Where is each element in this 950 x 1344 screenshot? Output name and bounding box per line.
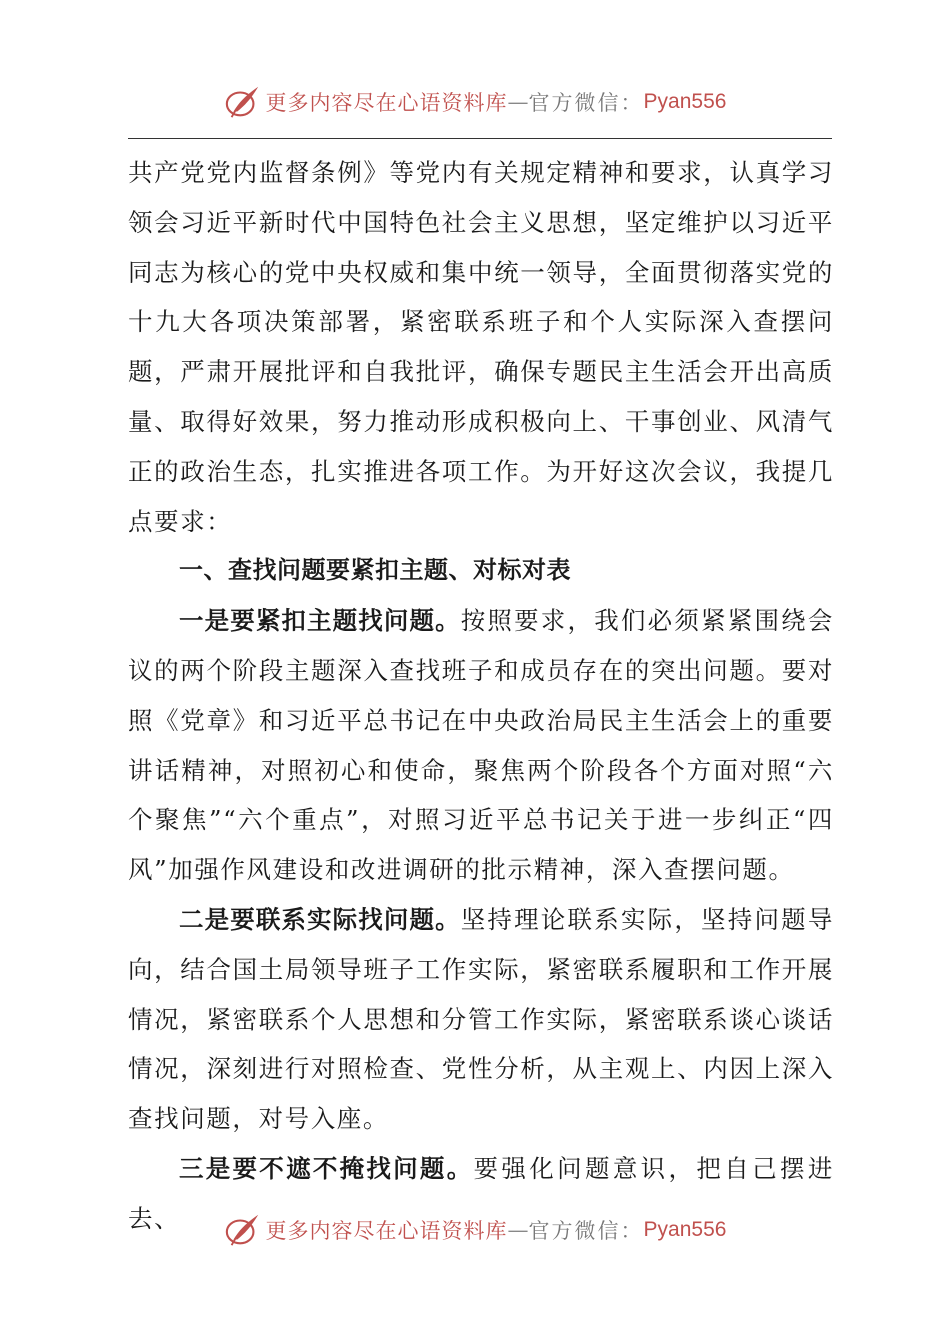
- header-divider: [128, 138, 832, 139]
- quill-pen-logo-icon: [224, 83, 262, 121]
- body-paragraph-item1: [128, 596, 834, 895]
- item-lead: 三是要不遮不掩找问题。: [179, 1153, 474, 1183]
- quill-pen-logo-icon: [224, 1211, 262, 1249]
- section-heading: 一、查找问题要紧扣主题、对标对表: [179, 556, 571, 585]
- footer-banner: [0, 1210, 950, 1250]
- banner-text: 更多内容尽在心语资料库: [265, 91, 508, 115]
- item-text: 坚持理论联系实际，坚持问题导向，结合国土局领导班子工作实际，紧密联系履职和工作开展情况，紧密联系个人思想和分管工作实际，紧密联系谈心谈话情况，深刻进行对照检查、党性分析，从主观上、内因上深入查找问题，对号入座。: [128, 904, 834, 1134]
- banner-wechat-label: 官方微信：: [528, 1219, 644, 1243]
- body-paragraph: 共产党党内监督条例》等党内有关规定精神和要求，认真学习领会习近平新时代中国特色社会主义思想，坚定维护以习近平同志为核心的党中央权威和集中统一领导，全面贯彻落实党的十九大各项决策部署，紧密联系班子和个人实际深入查摆问题，严肃开展批评和自我批评，确保专题民主生活会开出高质量、取得好效果，努力推动形成积极向上、干事创业、风清气正的政治生态，扎实推进各项工作。为开好这次会议，我提几点要求：: [128, 158, 834, 536]
- item-text: 按照要求，我们必须紧紧围绕会议的两个阶段主题深入查找班子和成员存在的突出问题。要对照《党章》和习近平总书记在中央政治局民主生活会上的重要讲话精神，对照初心和使命，聚焦两个阶段各个方面对照“六个聚焦”“六个重点”，对照习近平总书记关于进一步纠正“四风”加强作风建设和改进调研的批示精神，深入查摆问题。: [128, 606, 834, 885]
- item-lead: 二是要联系实际找问题。: [179, 904, 461, 934]
- banner-wechat-id: Pyan556: [643, 90, 727, 113]
- item-lead: 一是要紧扣主题找问题。: [179, 606, 461, 636]
- header-banner: [0, 82, 950, 122]
- banner-text: 更多内容尽在心语资料库: [265, 1219, 508, 1243]
- document-body: [128, 148, 834, 1244]
- body-paragraph-item2: [128, 895, 834, 1144]
- banner-wechat-id: Pyan556: [643, 1218, 727, 1241]
- banner-wechat-label: 官方微信：: [528, 91, 644, 115]
- banner-separator: —: [507, 90, 529, 114]
- item-text: 要强化问题意识，把自己摆进去、: [128, 1153, 834, 1233]
- banner-separator: —: [507, 1218, 529, 1242]
